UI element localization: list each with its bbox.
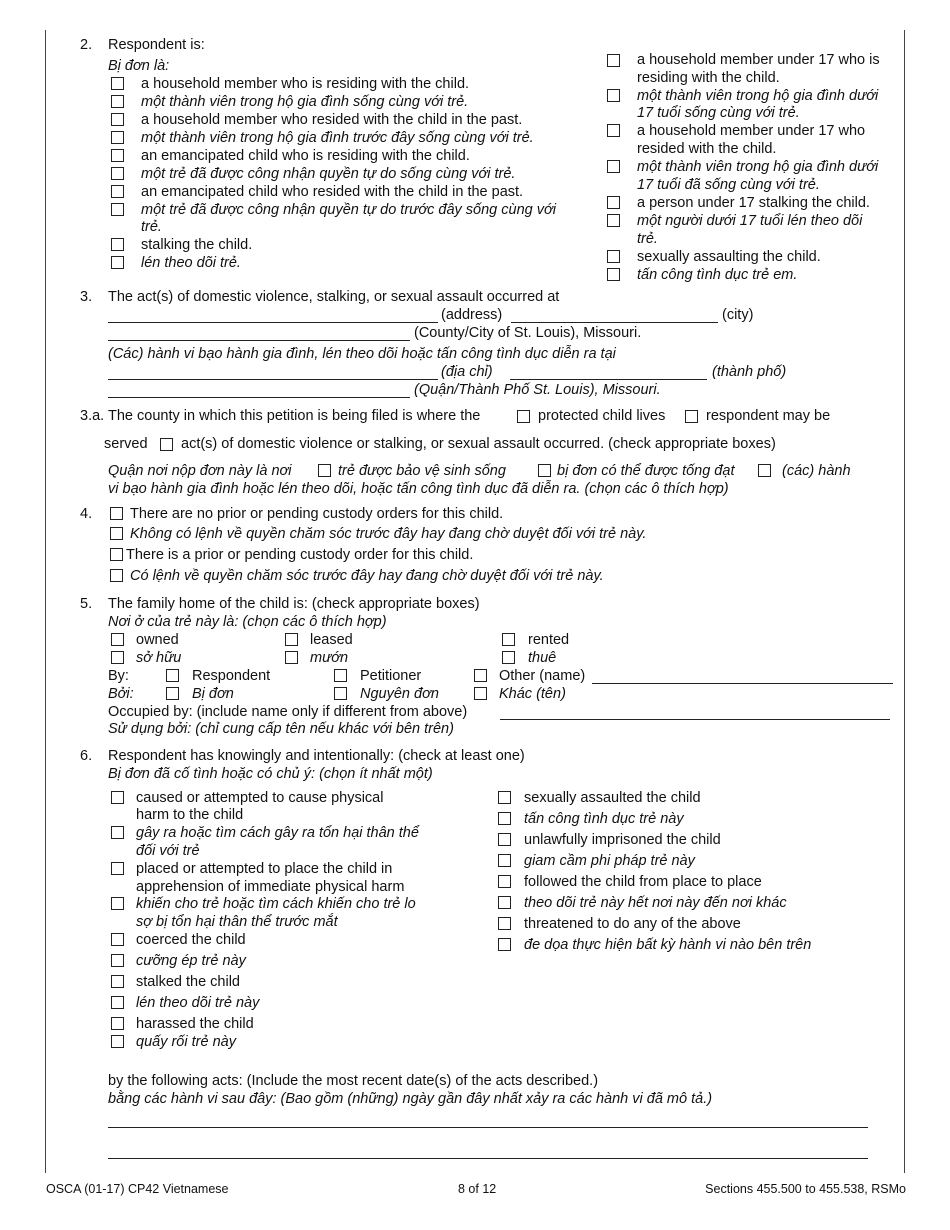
s5-rented-label: rented: [528, 632, 570, 648]
s3a-protected-child-checkbox[interactable]: [517, 410, 530, 423]
s5-petitioner-label-vi: Nguyên đơn: [360, 686, 439, 702]
s5-other-label: Other (name): [499, 668, 586, 684]
s6-left-checkbox[interactable]: [111, 996, 124, 1009]
s3a-protected-child-label: protected child lives: [538, 408, 666, 424]
s2-number: 2.: [80, 37, 93, 53]
footer-page-number: 8 of 12: [458, 1182, 497, 1196]
s2-left-label: một trẻ đã được công nhận quyền tự do sống cùng với trẻ.: [141, 166, 516, 182]
s6-left-label: harassed the child: [136, 1016, 254, 1032]
s5-petitioner-checkbox[interactable]: [334, 669, 347, 682]
s6-left-label-cont: đối với trẻ: [136, 843, 200, 859]
s6-left-label: khiến cho trẻ hoặc tìm cách khiến cho trẻ lo: [136, 896, 416, 912]
s5-rented-label-vi: thuê: [528, 650, 557, 666]
s3-county-label: (County/City of St. Louis), Missouri.: [414, 325, 642, 341]
s2-left-checkbox[interactable]: [111, 77, 124, 90]
s2-right-label-cont: resided with the child.: [637, 141, 777, 157]
s6-right-checkbox[interactable]: [498, 812, 511, 825]
s4-prior-order-checkbox-vi[interactable]: [110, 569, 123, 582]
s6-title-vi: Bị đơn đã cố tình hoặc có chủ ý: (chọn ít nhất một): [108, 766, 433, 782]
s3-city-label-vi: (thành phố): [712, 364, 787, 380]
s2-left-label: stalking the child.: [141, 237, 253, 253]
s4-no-orders-checkbox-vi[interactable]: [110, 527, 123, 540]
s4-prior-order-label: There is a prior or pending custody order for this child.: [126, 547, 474, 563]
s3-city-label: (city): [722, 307, 754, 323]
s2-right-label: sexually assaulting the child.: [637, 249, 821, 265]
s2-right-checkbox[interactable]: [607, 54, 620, 67]
s4-prior-order-checkbox[interactable]: [110, 548, 123, 561]
s5-owned-label: owned: [136, 632, 179, 648]
s6-acts-label: by the following acts: (Include the most recent date(s) of the acts described.): [108, 1073, 599, 1089]
s6-left-label: stalked the child: [136, 974, 240, 990]
s2-left-label: một trẻ đã được công nhận quyền tự do trước đây sống cùng với: [141, 202, 556, 218]
s3a-protected-child-label-vi: trẻ được bảo vệ sinh sống: [338, 463, 506, 479]
s5-owned-checkbox[interactable]: [111, 633, 124, 646]
s2-left-label: a household member who is residing with the child.: [141, 76, 470, 92]
s3-city-blank-vi[interactable]: [510, 379, 707, 380]
s6-left-checkbox[interactable]: [111, 791, 124, 804]
s6-right-checkbox[interactable]: [498, 854, 511, 867]
s3-address-label: (address): [441, 307, 503, 323]
s6-left-label: lén theo dõi trẻ này: [136, 995, 260, 1011]
s3a-protected-child-checkbox-vi[interactable]: [318, 464, 331, 477]
s5-respondent-label-vi: Bị đơn: [192, 686, 234, 702]
s4-prior-order-label-vi: Có lệnh về quyền chăm sóc trước đây hay đang chờ duyệt đối với trẻ này.: [130, 568, 604, 584]
s2-right-label: một thành viên trong hộ gia đình dưới: [637, 88, 879, 104]
s2-right-checkbox[interactable]: [607, 124, 620, 137]
s2-left-label: an emancipated child who resided with the child in the past.: [141, 184, 524, 200]
s6-right-label: đe dọa thực hiện bất kỳ hành vi nào bên trên: [524, 937, 812, 953]
s3-address-blank[interactable]: [108, 322, 438, 323]
s5-respondent-checkbox-vi[interactable]: [166, 687, 179, 700]
s2-left-checkbox[interactable]: [111, 95, 124, 108]
s2-right-label: một người dưới 17 tuổi lén theo dõi: [637, 213, 863, 229]
s5-rented-checkbox-vi[interactable]: [502, 651, 515, 664]
s5-leased-label-vi: mướn: [310, 650, 349, 666]
s6-left-checkbox[interactable]: [111, 933, 124, 946]
footer-statute: Sections 455.500 to 455.538, RSMo: [705, 1182, 906, 1196]
s2-left-label: an emancipated child who is residing with the child.: [141, 148, 470, 164]
s6-left-label-cont: apprehension of immediate physical harm: [136, 879, 405, 895]
s6-left-checkbox[interactable]: [111, 1035, 124, 1048]
s3-address-blank-vi[interactable]: [108, 379, 438, 380]
s6-left-label-cont: sợ bị tổn hại thân thể trước mắt: [136, 914, 338, 930]
s5-respondent-label: Respondent: [192, 668, 271, 684]
s2-left-label: một thành viên trong hộ gia đình trước đây sống cùng với trẻ.: [141, 130, 534, 146]
s5-rented-checkbox[interactable]: [502, 633, 515, 646]
s2-left-checkbox[interactable]: [111, 238, 124, 251]
s6-left-checkbox[interactable]: [111, 862, 124, 875]
s5-by-label: By:: [108, 668, 129, 684]
s2-left-checkbox[interactable]: [111, 131, 124, 144]
s6-right-label: theo dõi trẻ này hết nơi này đến nơi khác: [524, 895, 787, 911]
s3-county-blank-vi[interactable]: [108, 397, 410, 398]
s6-title: Respondent has knowingly and intentionally: (check at least one): [108, 748, 525, 764]
s6-left-checkbox[interactable]: [111, 954, 124, 967]
s6-left-label-cont: harm to the child: [136, 807, 244, 823]
s2-right-checkbox[interactable]: [607, 214, 620, 227]
s5-petitioner-label: Petitioner: [360, 668, 422, 684]
s6-left-label: quấy rối trẻ này: [136, 1034, 236, 1050]
s3a-text-vi: Quận nơi nộp đơn này là nơi: [108, 463, 292, 479]
s6-right-label: unlawfully imprisoned the child: [524, 832, 721, 848]
s6-right-label: sexually assaulted the child: [524, 790, 701, 806]
s3a-respondent-label: respondent may be: [706, 408, 831, 424]
s6-left-label: caused or attempted to cause physical: [136, 790, 384, 806]
s2-right-label: a household member under 17 who: [637, 123, 866, 139]
s5-occupied-label-vi: Sử dụng bởi: (chỉ cung cấp tên nếu khác với bên trên): [108, 721, 454, 737]
s4-no-orders-label-vi: Không có lệnh về quyền chăm sóc trước đây hay đang chờ duyệt đối với trẻ này.: [130, 526, 647, 542]
s6-right-label: tấn công tình dục trẻ này: [524, 811, 684, 827]
s3a-acts-checkbox[interactable]: [160, 438, 173, 451]
s5-leased-label: leased: [310, 632, 353, 648]
s2-left-checkbox[interactable]: [111, 167, 124, 180]
s6-right-label: giam cầm phi pháp trẻ này: [524, 853, 695, 869]
footer-form-id: OSCA (01-17) CP42 Vietnamese: [46, 1182, 229, 1196]
s3-number: 3.: [80, 289, 93, 305]
s2-right-checkbox[interactable]: [607, 268, 620, 281]
s6-right-checkbox[interactable]: [498, 791, 511, 804]
s3a-served-label: served: [104, 436, 148, 452]
s3a-text: The county in which this petition is being filed is where the: [108, 408, 481, 424]
s2-left-checkbox[interactable]: [111, 113, 124, 126]
s6-left-label: gây ra hoặc tìm cách gây ra tổn hại thân thể: [136, 825, 419, 841]
s2-left-checkbox[interactable]: [111, 256, 124, 269]
s6-right-checkbox[interactable]: [498, 875, 511, 888]
s6-number: 6.: [80, 748, 93, 764]
s2-left-label: a household member who resided with the child in the past.: [141, 112, 523, 128]
s5-other-checkbox[interactable]: [474, 669, 487, 682]
s5-owned-label-vi: sở hữu: [136, 650, 182, 666]
s2-left-checkbox[interactable]: [111, 185, 124, 198]
s4-no-orders-label: There are no prior or pending custody orders for this child.: [130, 506, 504, 522]
s2-right-label: a household member under 17 who is: [637, 52, 880, 68]
s3a-text-vi-cont: vi bạo hành gia đình hoặc lén theo dõi, hoặc tấn công tình dục đã diễn ra. (chọn các ô thích hợp): [108, 481, 729, 497]
s6-left-checkbox[interactable]: [111, 1017, 124, 1030]
s2-left-label: một thành viên trong hộ gia đình sống cùng với trẻ.: [141, 94, 469, 110]
s2-left-label-cont: trẻ.: [141, 219, 162, 235]
s3a-number: 3.a.: [80, 408, 105, 424]
s6-left-label: coerced the child: [136, 932, 246, 948]
s2-left-checkbox[interactable]: [111, 203, 124, 216]
s3a-respondent-label-vi: bị đơn có thể được tống đạt: [557, 463, 735, 479]
s6-left-checkbox[interactable]: [111, 975, 124, 988]
s6-right-label: threatened to do any of the above: [524, 916, 741, 932]
s3-city-blank[interactable]: [511, 322, 718, 323]
s6-right-label: followed the child from place to place: [524, 874, 762, 890]
s5-owned-checkbox-vi[interactable]: [111, 651, 124, 664]
s6-acts-blank[interactable]: [108, 1127, 868, 1128]
s6-right-checkbox[interactable]: [498, 833, 511, 846]
s5-title-vi: Nơi ở của trẻ này là: (chọn các ô thích hợp): [108, 614, 387, 630]
s3a-respondent-checkbox[interactable]: [685, 410, 698, 423]
s5-occupied-blank[interactable]: [500, 719, 890, 720]
s2-left-checkbox[interactable]: [111, 149, 124, 162]
s2-right-checkbox[interactable]: [607, 196, 620, 209]
s2-right-checkbox[interactable]: [607, 250, 620, 263]
s2-right-label: a person under 17 stalking the child.: [637, 195, 870, 211]
s2-right-label-cont: residing with the child.: [637, 70, 780, 86]
s2-left-label: lén theo dõi trẻ.: [141, 255, 241, 271]
s5-title: The family home of the child is: (check appropriate boxes): [108, 596, 480, 612]
s5-other-label-vi: Khác (tên): [499, 686, 566, 702]
s2-title-vi: Bị đơn là:: [108, 58, 170, 74]
s5-other-name-blank[interactable]: [592, 683, 893, 684]
s2-right-label-cont: 17 tuổi sống cùng với trẻ.: [637, 105, 800, 121]
s4-no-orders-checkbox[interactable]: [110, 507, 123, 520]
s2-title: Respondent is:: [108, 37, 205, 53]
s5-by-label-vi: Bởi:: [108, 686, 134, 702]
s2-right-label-cont: 17 tuổi đã sống cùng với trẻ.: [637, 177, 820, 193]
s2-right-checkbox[interactable]: [607, 160, 620, 173]
s5-other-checkbox-vi[interactable]: [474, 687, 487, 700]
s2-right-checkbox[interactable]: [607, 89, 620, 102]
s5-petitioner-checkbox-vi[interactable]: [334, 687, 347, 700]
s3a-acts-checkbox-vi[interactable]: [758, 464, 771, 477]
right-margin-line: [904, 30, 905, 1173]
s5-number: 5.: [80, 596, 93, 612]
s5-respondent-checkbox[interactable]: [166, 669, 179, 682]
s3a-respondent-checkbox-vi[interactable]: [538, 464, 551, 477]
s3-county-blank[interactable]: [108, 340, 410, 341]
s3-line1-vi: (Các) hành vi bạo hành gia đình, lén theo dõi hoặc tấn công tình dục diễn ra tại: [108, 346, 616, 362]
s2-right-label: tấn công tình dục trẻ em.: [637, 267, 798, 283]
s3-address-label-vi: (địa chỉ): [441, 364, 493, 380]
s3-county-label-vi: (Quận/Thành Phố St. Louis), Missouri.: [414, 382, 661, 398]
s4-number: 4.: [80, 506, 93, 522]
s6-left-label: cưỡng ép trẻ này: [136, 953, 246, 969]
s6-right-checkbox[interactable]: [498, 917, 511, 930]
s6-left-checkbox[interactable]: [111, 826, 124, 839]
s6-right-checkbox[interactable]: [498, 896, 511, 909]
s6-acts-blank[interactable]: [108, 1158, 868, 1159]
s5-leased-checkbox-vi[interactable]: [285, 651, 298, 664]
s3-line1: The act(s) of domestic violence, stalking, or sexual assault occurred at: [108, 289, 560, 305]
s5-leased-checkbox[interactable]: [285, 633, 298, 646]
s3a-acts-label-vi: (các) hành: [782, 463, 851, 479]
s5-occupied-label: Occupied by: (include name only if different from above): [108, 704, 468, 720]
s6-right-checkbox[interactable]: [498, 938, 511, 951]
s2-right-label-cont: trẻ.: [637, 231, 658, 247]
s6-left-label: placed or attempted to place the child in: [136, 861, 393, 877]
left-margin-line: [45, 30, 46, 1173]
s6-acts-label-vi: bằng các hành vi sau đây: (Bao gồm (những) ngày gần đây nhất xảy ra các hành vi đã mô tả.): [108, 1091, 713, 1107]
s2-right-label: một thành viên trong hộ gia đình dưới: [637, 159, 879, 175]
s3a-acts-label: act(s) of domestic violence or stalking, or sexual assault occurred. (check appropriate boxes): [181, 436, 776, 452]
s6-left-checkbox[interactable]: [111, 897, 124, 910]
